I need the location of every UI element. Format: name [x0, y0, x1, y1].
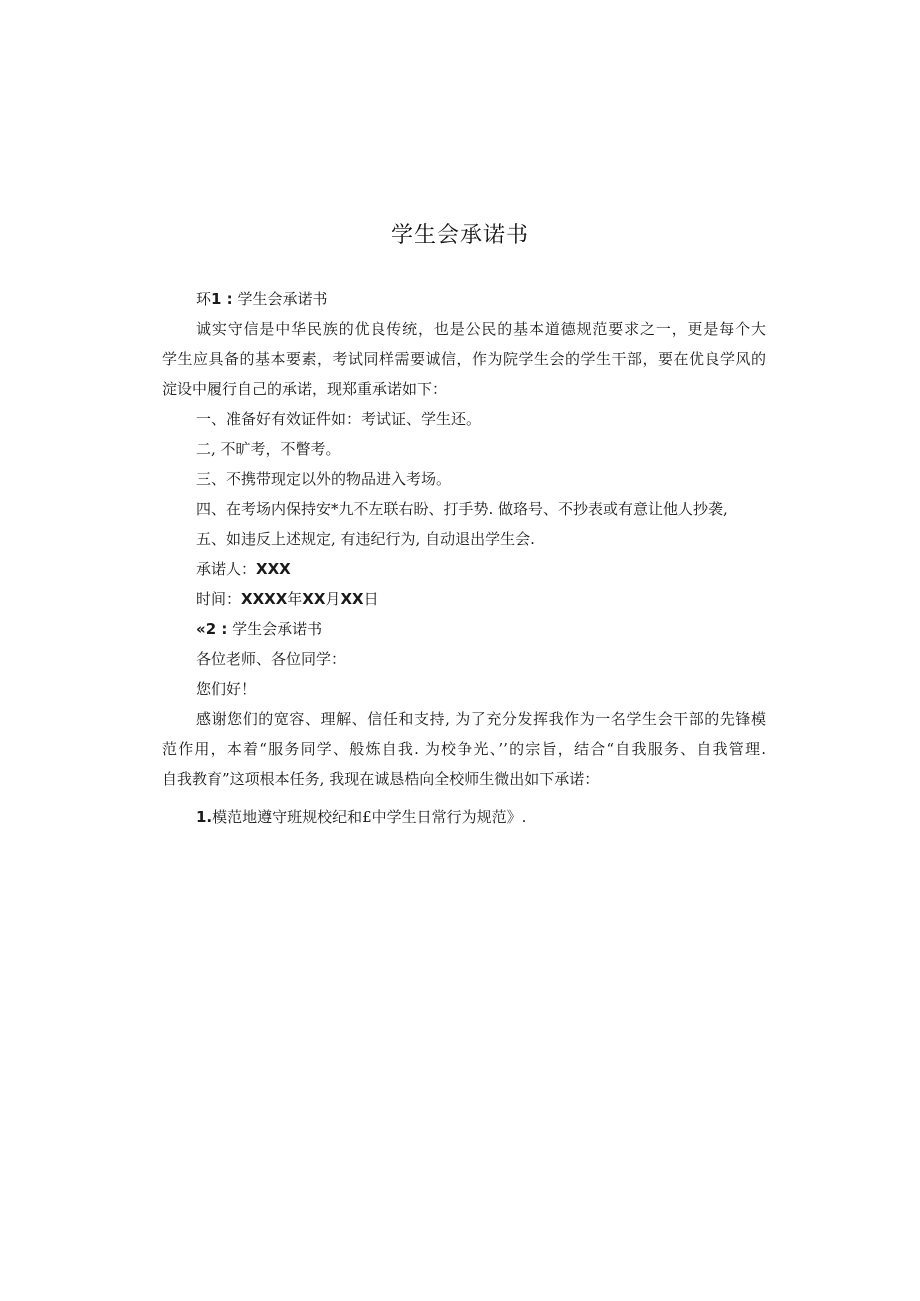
section1-item-5: 五、如违反上述规定, 有违纪行为, 自动退出学生会. — [196, 530, 535, 548]
section1-heading-text: 学生会承诺书 — [232, 290, 328, 308]
time-month-unit: 月 — [325, 590, 341, 608]
section1-heading-prefix: 环 — [196, 290, 212, 308]
section2-para-line-1: 感谢您们的宽容、理解、信任和支持, 为了充分发挥我作为一名学生会干部的先锋模 — [196, 710, 766, 728]
time-year-unit: 年 — [287, 590, 303, 608]
section2-heading-text: 学生会承诺书 — [227, 620, 323, 638]
section1-item-4: 四、在考场内保持安*九不左联右盼、打手势. 做珞号、不抄表或有意让他人抄袭, — [196, 500, 728, 518]
document-body — [162, 284, 766, 832]
signer-value: XXX — [256, 560, 291, 578]
section1-heading — [162, 284, 766, 314]
section2-item-1-num: 1. — [196, 808, 213, 826]
time-day-unit: 日 — [363, 590, 379, 608]
time-line — [162, 584, 766, 614]
document-title: 学生会承诺书 — [390, 223, 529, 248]
time-year: XXXX — [241, 590, 288, 608]
section1-item-1: 一、准备好有效证件如：考试证、学生还。 — [196, 410, 482, 428]
time-day: XX — [340, 590, 364, 608]
section2-heading-num: «2 : — [196, 620, 228, 638]
section1-intro-line-3: 淀设中履行自己的承诺，现郑重承诺如下： — [162, 380, 448, 398]
section2-salutation: 各位老师、各位同学： — [196, 650, 347, 668]
section1-item-3: 三、不携带现定以外的物品进入考场。 — [196, 470, 452, 488]
section2-heading — [162, 614, 766, 644]
time-label: 时间： — [196, 590, 242, 608]
signer-label: 承诺人： — [196, 560, 257, 578]
section1-intro-line-1: 诚实守信是中华民族的优良传统，也是公民的基本道德规范要求之一，更是每个大 — [196, 320, 766, 338]
section2-para-line-3: 自我教育”这项根本任务, 我现在诚恳梏向全校师生微出如下承诺： — [162, 770, 600, 788]
section2-greeting: 您们好！ — [196, 680, 257, 698]
section1-intro-line-2: 学生应具备的基本要素，考试同样需要诚信，作为院学生会的学生干部，要在优良学风的 — [162, 350, 766, 368]
signer-line — [162, 554, 766, 584]
section1-item-2: 二, 不旷考，不瞥考。 — [196, 440, 341, 458]
section1-heading-num: 1 : — [211, 290, 233, 308]
section2-para-line-2: 范作用，本着“服务同学、般炼自我. 为校争光、’’的宗旨，结合“自我服务、自我管理. — [162, 740, 766, 758]
time-month: XX — [302, 590, 326, 608]
section2-item-1-text: 模范地遵守班规校纪和£中学生日常行为规范》. — [212, 808, 527, 826]
section2-item-1 — [162, 802, 766, 832]
